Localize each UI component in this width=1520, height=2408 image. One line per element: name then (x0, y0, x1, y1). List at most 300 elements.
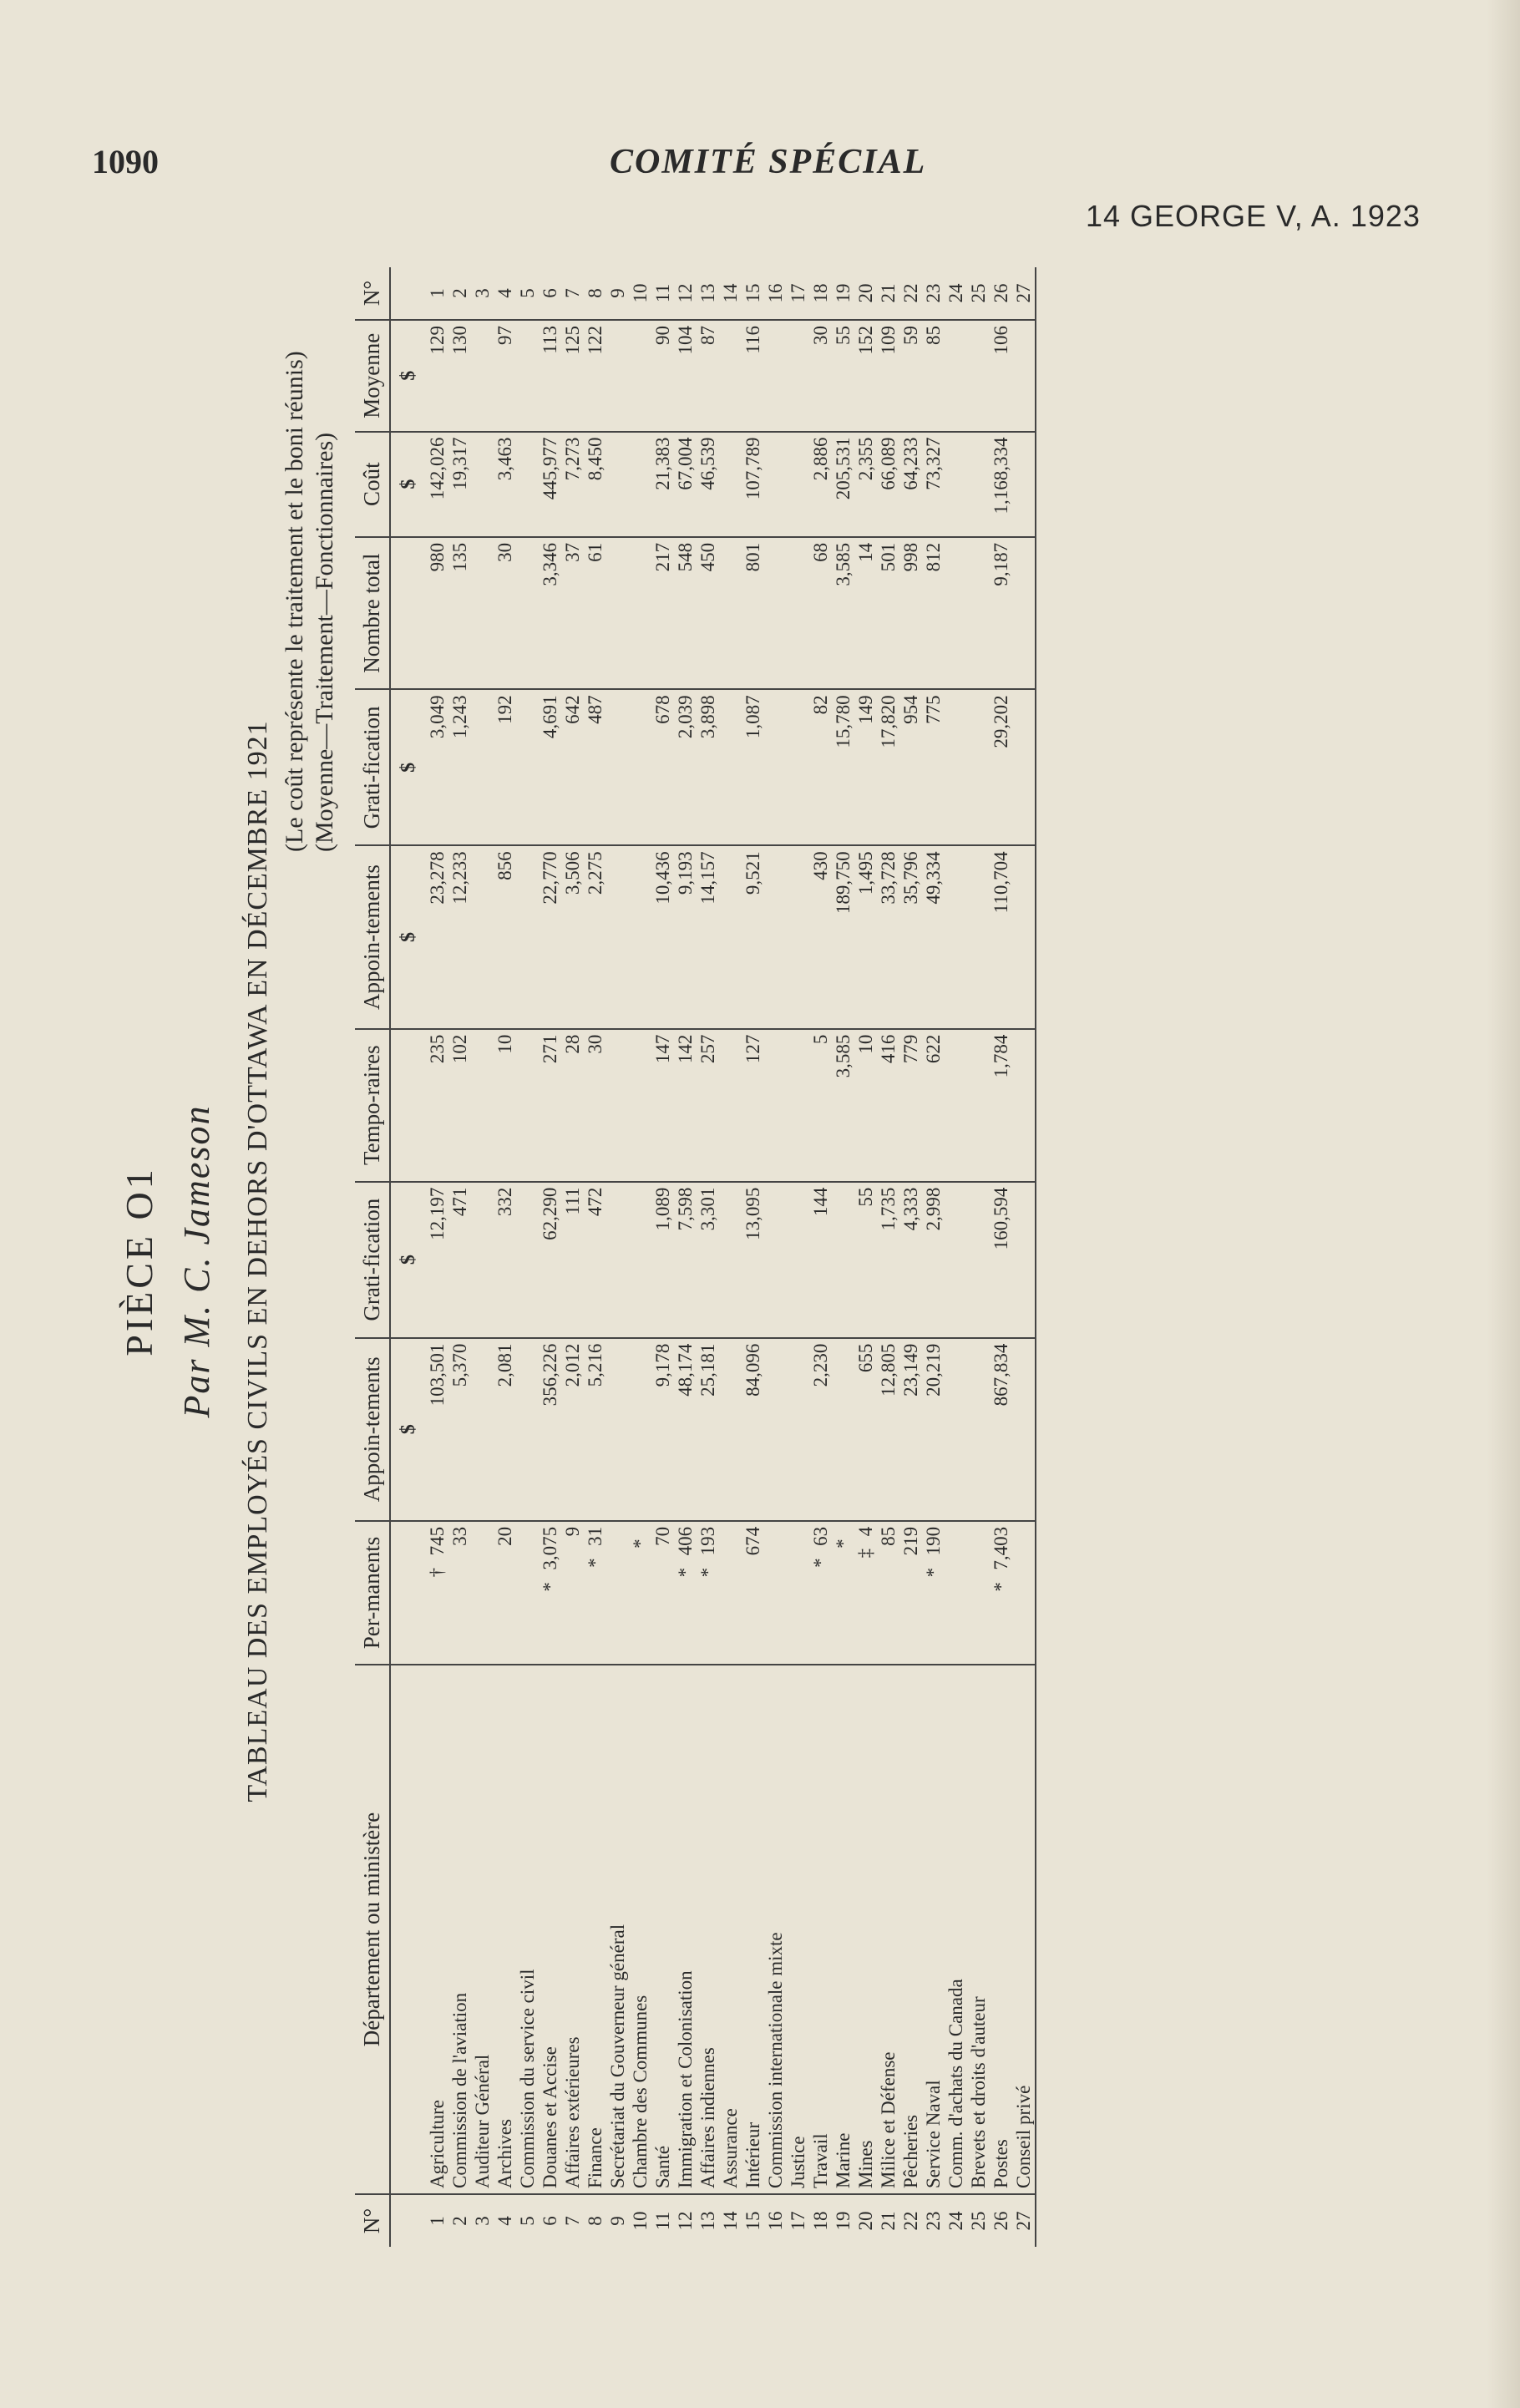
cell-appointements-permanents: 25,181 (697, 1338, 719, 1521)
cell-moyenne (764, 320, 787, 432)
cell-gratification-temporaires (945, 689, 967, 845)
department-name: Justice (787, 1665, 809, 2194)
cell-appointements-permanents: 867,834 (990, 1338, 1012, 1521)
cell-moyenne: 30 (809, 320, 832, 432)
cell-gratification-permanents (629, 1182, 651, 1338)
department-name: Immigration et Colonisation (674, 1665, 697, 2194)
cell-nombre-total: 61 (584, 537, 606, 690)
cell-appointements-temporaires (945, 845, 967, 1028)
table-row (854, 267, 877, 2247)
department-name: Marine (832, 1665, 854, 2194)
cell-temporaires (945, 1029, 967, 1182)
cell-cout: 107,789 (742, 432, 764, 537)
row-number-right: 1 (426, 267, 448, 320)
cell-gratification-permanents: 111 (561, 1182, 584, 1338)
row-number-right: 10 (629, 267, 651, 320)
cell-appointements-temporaires: 12,233 (448, 845, 471, 1028)
cell-appointements-permanents: 655 (854, 1338, 877, 1521)
cell-cout (471, 432, 494, 537)
col-header-gratification-1: Grati-fication (355, 1182, 390, 1338)
cell-gratification-permanents (967, 1182, 990, 1338)
cell-nombre-total: 37 (561, 537, 584, 690)
footnote-mark: † (427, 1567, 448, 1578)
row-number: 20 (855, 2211, 876, 2231)
cell-cout: 2,355 (854, 432, 877, 537)
row-number-right: 4 (494, 267, 516, 320)
cell-appointements-permanents: 12,805 (877, 1338, 899, 1521)
cell-appointements-permanents: 2,081 (494, 1338, 516, 1521)
table-row (494, 267, 516, 2247)
row-number-right: 25 (967, 267, 990, 320)
cell-cout: 73,327 (922, 432, 945, 537)
cell-gratification-permanents: 471 (448, 1182, 471, 1338)
cell-nombre-total (606, 537, 629, 690)
department-name: Commission du service civil (516, 1665, 539, 2194)
department-name: Brevets et droits d'auteur (967, 1665, 990, 2194)
row-number: 15 (742, 2211, 763, 2231)
table-row (899, 267, 922, 2247)
cell-permanents (899, 1521, 922, 1665)
cell-appointements-temporaires (1012, 845, 1036, 1028)
cell-permanents (697, 1521, 719, 1665)
cell-gratification-temporaires: 29,202 (990, 689, 1012, 845)
permanents-value: 193 (697, 1526, 718, 1556)
cell-nombre-total: 3,585 (832, 537, 854, 690)
cell-nombre-total: 548 (674, 537, 697, 690)
cell-permanents (606, 1521, 629, 1665)
row-number: 4 (494, 2216, 515, 2226)
permanents-value: 406 (675, 1526, 696, 1556)
cell-cout: 1,168,334 (990, 432, 1012, 537)
cell-appointements-temporaires (764, 845, 787, 1028)
cell-nombre-total (967, 537, 990, 690)
row-number: 9 (607, 2216, 628, 2226)
table-row (448, 267, 471, 2247)
cell-gratification-permanents: 144 (809, 1182, 832, 1338)
cell-moyenne: 125 (561, 320, 584, 432)
cell-appointements-temporaires (606, 845, 629, 1028)
department-name: Santé (651, 1665, 674, 2194)
cell-temporaires: 271 (539, 1029, 561, 1182)
cell-temporaires (471, 1029, 494, 1182)
cell-gratification-temporaires: 82 (809, 689, 832, 845)
cell-cout: 66,089 (877, 432, 899, 537)
cell-appointements-temporaires: 110,704 (990, 845, 1012, 1028)
row-number: 3 (472, 2216, 493, 2226)
cell-temporaires: 127 (742, 1029, 764, 1182)
table-row (471, 267, 494, 2247)
cell-nombre-total (516, 537, 539, 690)
col-header-permanents: Per-manents (355, 1521, 390, 1665)
cell-cout: 46,539 (697, 432, 719, 537)
cell-appointements-temporaires: 33,728 (877, 845, 899, 1028)
table-row (629, 267, 651, 2247)
department-name: Affaires indiennes (697, 1665, 719, 2194)
cell-appointements-temporaires: 9,521 (742, 845, 764, 1028)
permanents-value: 31 (585, 1526, 605, 1546)
cell-gratification-temporaires: 487 (584, 689, 606, 845)
cell-permanents (832, 1521, 854, 1665)
unit-dollar: $ (390, 845, 426, 1028)
page-header-title: COMITÉ SPÉCIAL (610, 143, 927, 181)
row-number: 21 (878, 2211, 899, 2231)
cell-cout (629, 432, 651, 537)
row-number: 19 (833, 2211, 854, 2231)
table-row (1012, 267, 1036, 2247)
cell-appointements-permanents (516, 1338, 539, 1521)
cell-appointements-permanents: 5,370 (448, 1338, 471, 1521)
cell-appointements-temporaires: 430 (809, 845, 832, 1028)
cell-appointements-permanents: 20,219 (922, 1338, 945, 1521)
cell-temporaires: 30 (584, 1029, 606, 1182)
session-label: 14 GEORGE V, A. 1923 (1086, 199, 1421, 233)
department-name: Mines (854, 1665, 877, 2194)
cell-gratification-permanents: 55 (854, 1182, 877, 1338)
cell-moyenne: 55 (832, 320, 854, 432)
row-number-right: 12 (674, 267, 697, 320)
row-number: 17 (788, 2211, 808, 2231)
footnote-mark: * (810, 1558, 831, 1568)
cell-permanents (1012, 1521, 1036, 1665)
table-row (697, 267, 719, 2247)
cell-cout (764, 432, 787, 537)
department-name: Finance (584, 1665, 606, 2194)
department-name: Secrétariat du Gouverneur général (606, 1665, 629, 2194)
cell-gratification-permanents (787, 1182, 809, 1338)
row-number-right: 23 (922, 267, 945, 320)
cell-appointements-temporaires: 35,796 (899, 845, 922, 1028)
cell-appointements-temporaires: 189,750 (832, 845, 854, 1028)
permanents-value: 9 (562, 1526, 583, 1537)
cell-cout: 67,004 (674, 432, 697, 537)
cell-gratification-temporaires (606, 689, 629, 845)
cell-cout: 7,273 (561, 432, 584, 537)
row-number: 5 (517, 2216, 538, 2226)
cell-gratification-permanents: 2,998 (922, 1182, 945, 1338)
department-name: Travail (809, 1665, 832, 2194)
row-number-right: 17 (787, 267, 809, 320)
cell-cout (787, 432, 809, 537)
row-number: 1 (427, 2216, 448, 2226)
cell-permanents (674, 1521, 697, 1665)
cell-appointements-temporaires: 22,770 (539, 845, 561, 1028)
cell-nombre-total: 501 (877, 537, 899, 690)
table-title: TABLEAU DES EMPLOYÉS CIVILS EN DEHORS D'OTTAWA EN DÉCEMBRE 1921 (242, 720, 273, 1802)
permanents-value: 20 (494, 1526, 515, 1546)
row-number: 23 (923, 2211, 944, 2231)
row-number-right: 20 (854, 267, 877, 320)
col-header-appointements-2: Appoin-tements (355, 845, 390, 1028)
row-number-right: 26 (990, 267, 1012, 320)
row-number-right: 21 (877, 267, 899, 320)
cell-temporaires (629, 1029, 651, 1182)
cell-appointements-temporaires (719, 845, 742, 1028)
cell-nombre-total: 9,187 (990, 537, 1012, 690)
cell-temporaires (967, 1029, 990, 1182)
cell-nombre-total (719, 537, 742, 690)
department-name: Commission internationale mixte (764, 1665, 787, 2194)
cell-cout: 8,450 (584, 432, 606, 537)
cell-temporaires (787, 1029, 809, 1182)
department-name: Douanes et Accise (539, 1665, 561, 2194)
cell-gratification-temporaires (471, 689, 494, 845)
table-row (651, 267, 674, 2247)
cell-gratification-permanents: 1,089 (651, 1182, 674, 1338)
permanents-value: 190 (923, 1526, 944, 1556)
cell-moyenne: 129 (426, 320, 448, 432)
row-number-right: 15 (742, 267, 764, 320)
cell-appointements-permanents (629, 1338, 651, 1521)
permanents-value: 219 (900, 1526, 921, 1556)
cell-gratification-permanents: 1,735 (877, 1182, 899, 1338)
col-header-cout: Coût (355, 432, 390, 537)
cell-permanents (494, 1521, 516, 1665)
cell-temporaires: 102 (448, 1029, 471, 1182)
cell-temporaires: 147 (651, 1029, 674, 1182)
note-line-2: (Moyenne—Traitement—Fonctionnaires) (311, 432, 338, 852)
table-row (719, 267, 742, 2247)
cell-temporaires: 235 (426, 1029, 448, 1182)
cell-permanents (877, 1521, 899, 1665)
cell-moyenne (606, 320, 629, 432)
cell-appointements-temporaires (787, 845, 809, 1028)
cell-gratification-temporaires: 1,087 (742, 689, 764, 845)
cell-permanents (967, 1521, 990, 1665)
cell-nombre-total: 30 (494, 537, 516, 690)
cell-gratification-temporaires (516, 689, 539, 845)
cell-gratification-permanents: 332 (494, 1182, 516, 1338)
cell-temporaires: 622 (922, 1029, 945, 1182)
footnote-mark: * (697, 1567, 718, 1578)
cell-gratification-permanents: 472 (584, 1182, 606, 1338)
cell-gratification-permanents: 7,598 (674, 1182, 697, 1338)
row-number-right: 9 (606, 267, 629, 320)
department-name: Chambre des Communes (629, 1665, 651, 2194)
cell-moyenne: 152 (854, 320, 877, 432)
permanents-value: 33 (449, 1526, 470, 1546)
col-header-appointements-1: Appoin-tements (355, 1338, 390, 1521)
cell-permanents (561, 1521, 584, 1665)
cell-nombre-total (945, 537, 967, 690)
department-name: Affaires extérieures (561, 1665, 584, 2194)
cell-cout: 142,026 (426, 432, 448, 537)
row-number-right: 22 (899, 267, 922, 320)
cell-appointements-temporaires (516, 845, 539, 1028)
cell-permanents (516, 1521, 539, 1665)
cell-moyenne (967, 320, 990, 432)
row-number: 2 (449, 2216, 470, 2226)
cell-cout: 2,886 (809, 432, 832, 537)
row-number: 11 (652, 2211, 673, 2231)
cell-moyenne: 116 (742, 320, 764, 432)
cell-permanents (651, 1521, 674, 1665)
cell-permanents (629, 1521, 651, 1665)
col-header-dept: Département ou ministère (355, 1665, 390, 2194)
row-number: 18 (810, 2211, 831, 2231)
row-number-right: 16 (764, 267, 787, 320)
department-name: Service Naval (922, 1665, 945, 2194)
row-number-right: 14 (719, 267, 742, 320)
cell-temporaires: 416 (877, 1029, 899, 1182)
row-number-right: 18 (809, 267, 832, 320)
department-name: Commission de l'aviation (448, 1665, 471, 2194)
rotated-exhibit (100, 251, 1453, 2272)
cell-permanents (584, 1521, 606, 1665)
row-number: 7 (562, 2216, 583, 2226)
cell-temporaires: 28 (561, 1029, 584, 1182)
cell-cout: 19,317 (448, 432, 471, 537)
cell-gratification-temporaires: 149 (854, 689, 877, 845)
cell-temporaires (764, 1029, 787, 1182)
cell-appointements-permanents: 23,149 (899, 1338, 922, 1521)
cell-moyenne: 106 (990, 320, 1012, 432)
cell-moyenne: 87 (697, 320, 719, 432)
cell-gratification-temporaires: 3,898 (697, 689, 719, 845)
cell-appointements-permanents: 2,230 (809, 1338, 832, 1521)
cell-appointements-permanents (471, 1338, 494, 1521)
cell-cout (1012, 432, 1036, 537)
row-number: 25 (968, 2211, 989, 2231)
cell-appointements-permanents: 5,216 (584, 1338, 606, 1521)
cell-appointements-temporaires: 3,506 (561, 845, 584, 1028)
table-row (539, 267, 561, 2247)
cell-gratification-permanents (945, 1182, 967, 1338)
unit-dollar: $ (390, 432, 426, 537)
cell-gratification-permanents (832, 1182, 854, 1338)
row-number-right: 24 (945, 267, 967, 320)
row-number-right: 19 (832, 267, 854, 320)
cell-appointements-temporaires: 14,157 (697, 845, 719, 1028)
cell-permanents (539, 1521, 561, 1665)
row-number: 10 (630, 2211, 651, 2231)
cell-temporaires (719, 1029, 742, 1182)
cell-permanents (742, 1521, 764, 1665)
cell-nombre-total: 980 (426, 537, 448, 690)
cell-appointements-permanents (967, 1338, 990, 1521)
cell-cout: 64,233 (899, 432, 922, 537)
cell-moyenne (945, 320, 967, 432)
cell-gratification-permanents: 12,197 (426, 1182, 448, 1338)
cell-nombre-total: 3,346 (539, 537, 561, 690)
cell-permanents (809, 1521, 832, 1665)
row-number-right: 6 (539, 267, 561, 320)
cell-gratification-permanents (606, 1182, 629, 1338)
footnote-mark: * (833, 1539, 854, 1549)
cell-moyenne: 109 (877, 320, 899, 432)
cell-permanents (945, 1521, 967, 1665)
cell-nombre-total (471, 537, 494, 690)
cell-permanents (471, 1521, 494, 1665)
cell-permanents (764, 1521, 787, 1665)
table-row (426, 267, 448, 2247)
table-row (990, 267, 1012, 2247)
cell-moyenne: 104 (674, 320, 697, 432)
cell-appointements-permanents (764, 1338, 787, 1521)
cell-nombre-total (764, 537, 787, 690)
cell-appointements-temporaires: 1,495 (854, 845, 877, 1028)
col-header-no-right: N° (355, 267, 390, 320)
cell-nombre-total: 135 (448, 537, 471, 690)
cell-moyenne (629, 320, 651, 432)
table-row (584, 267, 606, 2247)
cell-temporaires: 142 (674, 1029, 697, 1182)
cell-appointements-permanents: 356,226 (539, 1338, 561, 1521)
cell-moyenne: 130 (448, 320, 471, 432)
table-row (606, 267, 629, 2247)
row-number: 13 (697, 2211, 718, 2231)
cell-gratification-temporaires: 678 (651, 689, 674, 845)
row-number-right: 3 (471, 267, 494, 320)
cell-nombre-total: 14 (854, 537, 877, 690)
cell-moyenne: 97 (494, 320, 516, 432)
cell-appointements-temporaires (629, 845, 651, 1028)
footnote-mark: * (630, 1539, 651, 1549)
row-number-right: 11 (651, 267, 674, 320)
cell-permanents (448, 1521, 471, 1665)
row-number: 24 (945, 2211, 966, 2231)
cell-cout (516, 432, 539, 537)
row-number-right: 13 (697, 267, 719, 320)
cell-appointements-temporaires: 9,193 (674, 845, 697, 1028)
cell-gratification-temporaires (629, 689, 651, 845)
col-header-total: Nombre total (355, 537, 390, 690)
permanents-value: 3,075 (540, 1526, 560, 1570)
footnote-mark: * (675, 1567, 696, 1578)
cell-gratification-permanents: 13,095 (742, 1182, 764, 1338)
row-number: 22 (900, 2211, 921, 2231)
cell-appointements-temporaires: 2,275 (584, 845, 606, 1028)
department-name: Archives (494, 1665, 516, 2194)
cell-appointements-permanents (1012, 1338, 1036, 1521)
cell-temporaires: 10 (494, 1029, 516, 1182)
department-name: Agriculture (426, 1665, 448, 2194)
cell-gratification-temporaires: 192 (494, 689, 516, 845)
cell-appointements-permanents (719, 1338, 742, 1521)
cell-appointements-temporaires (967, 845, 990, 1028)
cell-moyenne: 59 (899, 320, 922, 432)
cell-permanents (719, 1521, 742, 1665)
cell-nombre-total: 450 (697, 537, 719, 690)
unit-dollar: $ (390, 1338, 426, 1521)
row-number-right: 5 (516, 267, 539, 320)
cell-gratification-permanents (1012, 1182, 1036, 1338)
row-number: 16 (765, 2211, 786, 2231)
cell-appointements-permanents: 48,174 (674, 1338, 697, 1521)
department-name: Assurance (719, 1665, 742, 2194)
page-edge-shadow (1487, 0, 1520, 2408)
cell-moyenne: 85 (922, 320, 945, 432)
department-name: Intérieur (742, 1665, 764, 2194)
cell-gratification-permanents: 62,290 (539, 1182, 561, 1338)
cell-appointements-temporaires: 10,436 (651, 845, 674, 1028)
table-row (561, 267, 584, 2247)
row-number: 12 (675, 2211, 696, 2231)
permanents-value: 674 (742, 1526, 763, 1556)
permanents-value: 63 (810, 1526, 831, 1546)
cell-gratification-permanents (719, 1182, 742, 1338)
table-row (674, 267, 697, 2247)
row-number: 14 (720, 2211, 741, 2231)
col-header-no: N° (355, 2194, 390, 2247)
cell-moyenne (719, 320, 742, 432)
table-row (516, 267, 539, 2247)
row-number: 27 (1012, 2194, 1036, 2247)
cell-moyenne (471, 320, 494, 432)
cell-cout: 445,977 (539, 432, 561, 537)
cell-permanents (854, 1521, 877, 1665)
cell-moyenne (1012, 320, 1036, 432)
cell-temporaires (606, 1029, 629, 1182)
